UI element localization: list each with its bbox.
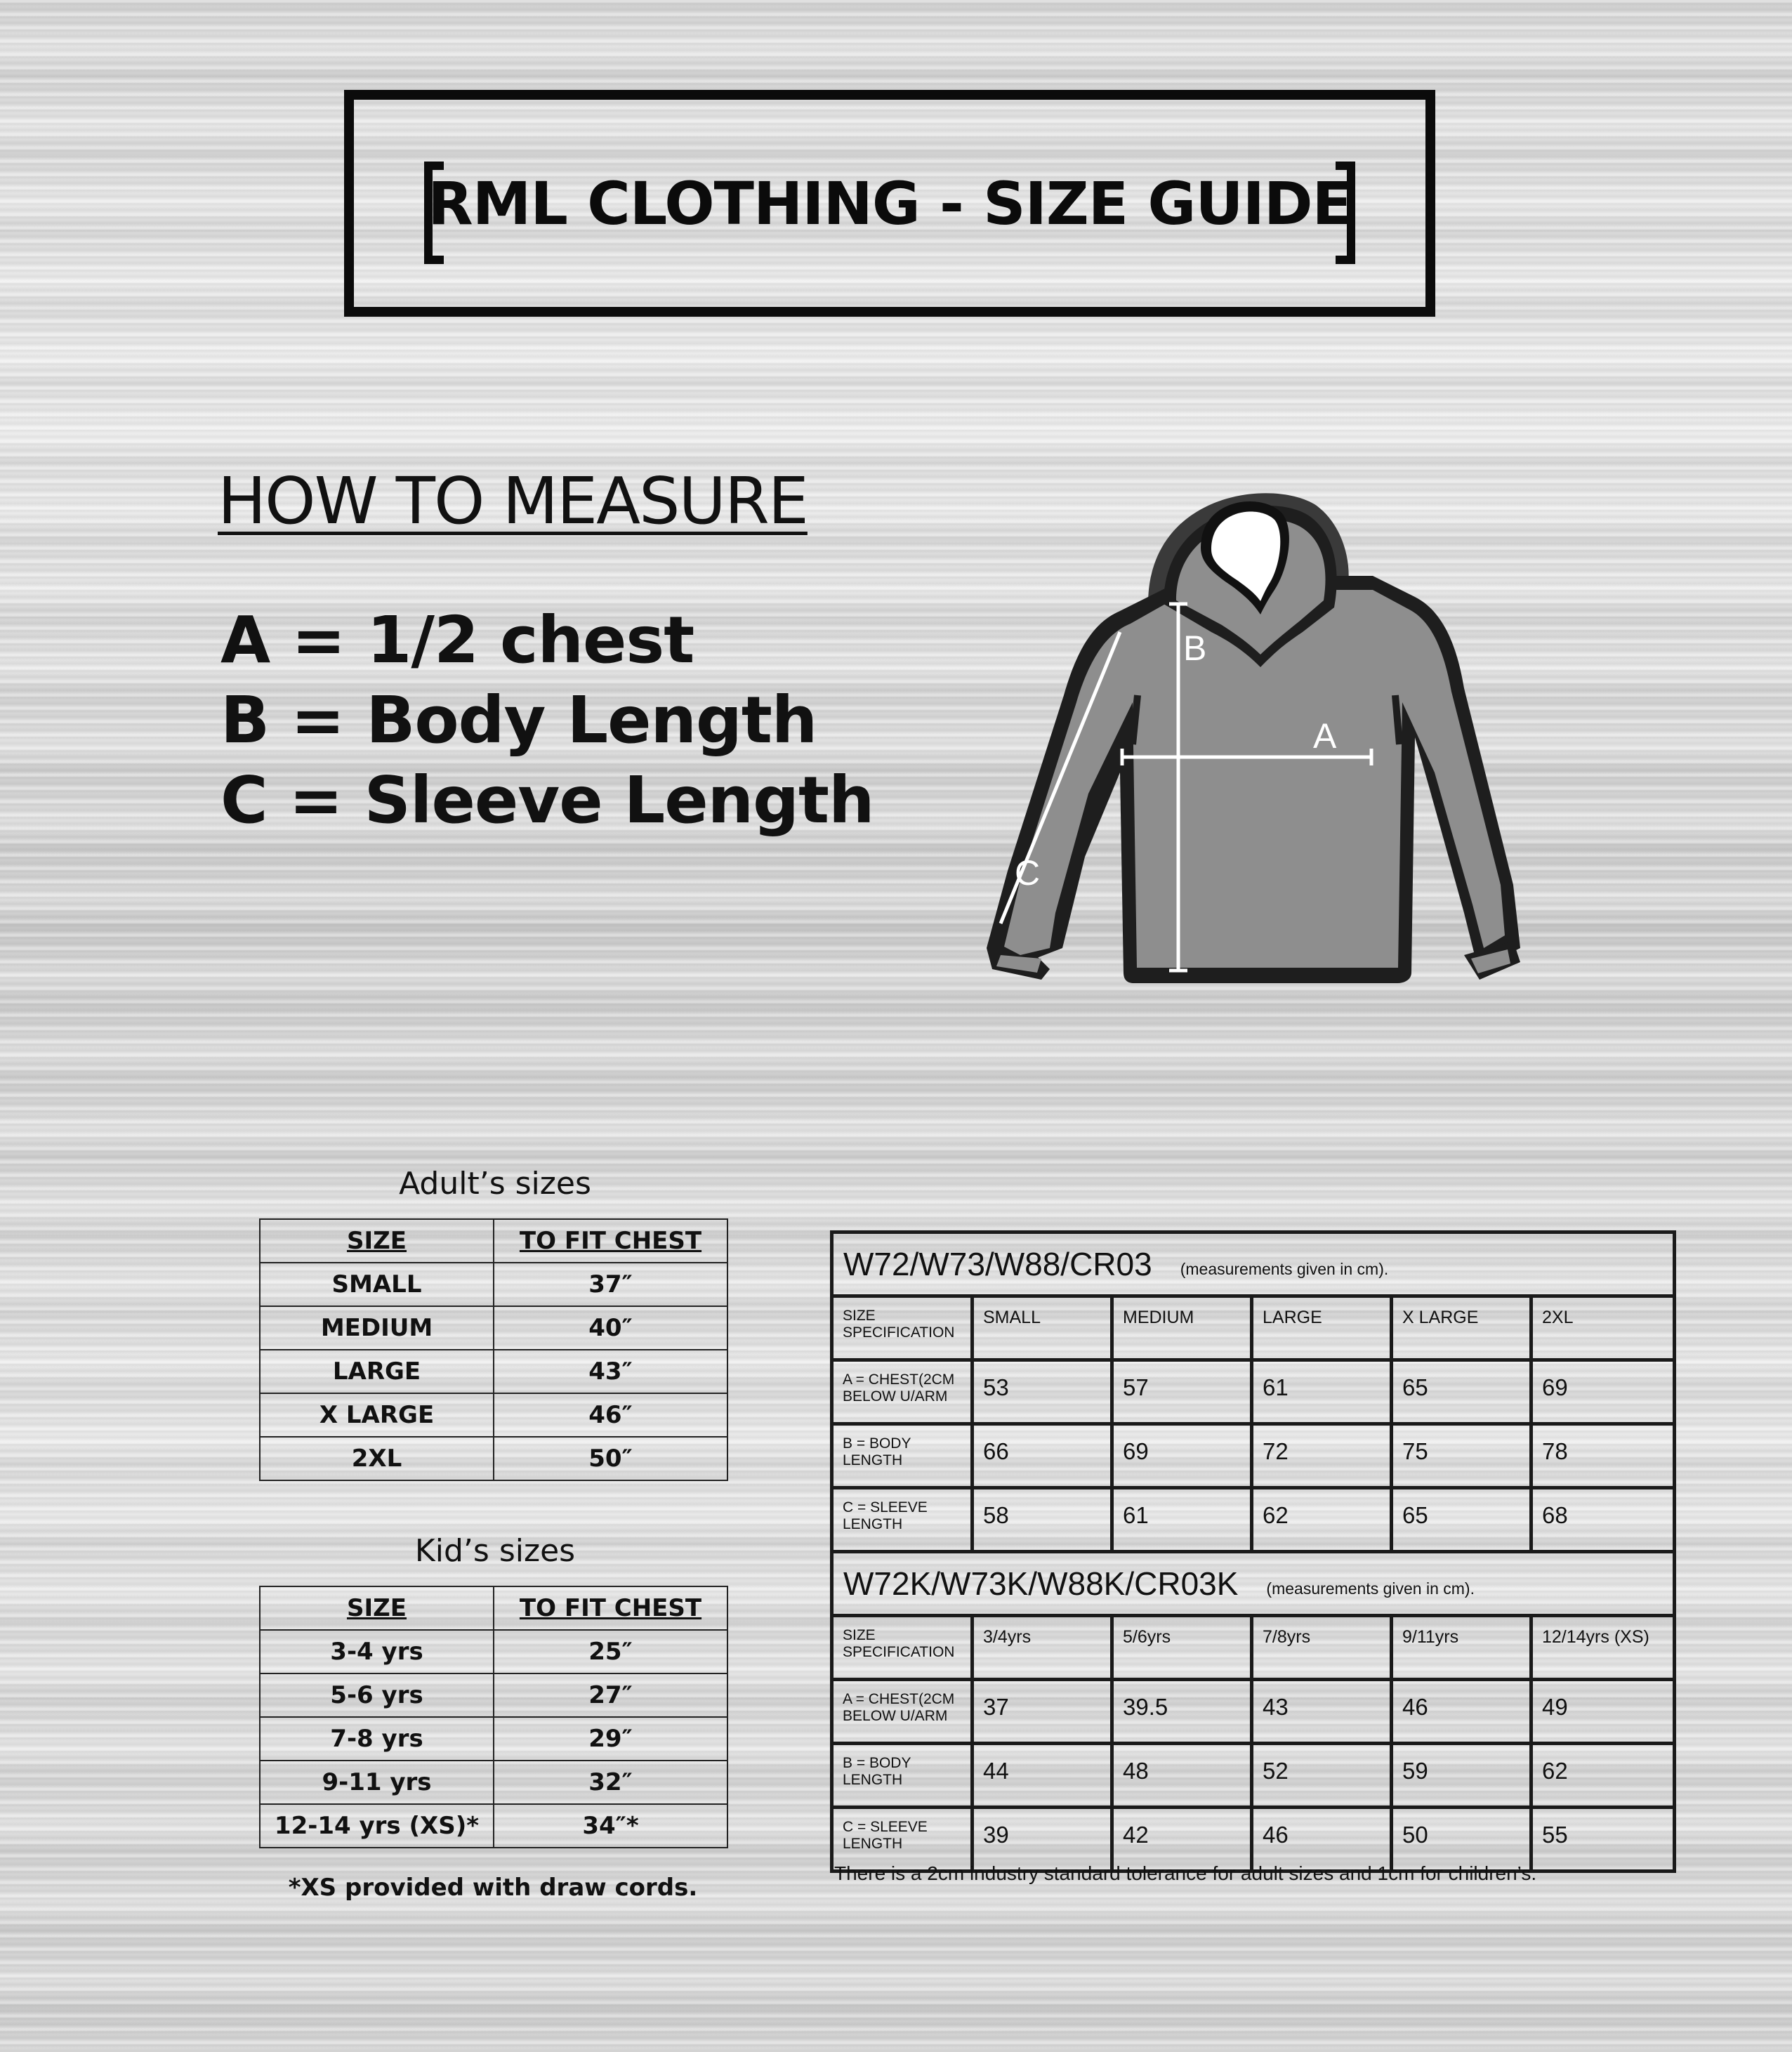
value-cell: 48 — [1114, 1745, 1253, 1806]
value-cell: 55 — [1542, 1822, 1568, 1848]
size-cell: 12-14 yrs (XS)* — [260, 1804, 494, 1848]
value-cell: 52 — [1253, 1745, 1393, 1806]
kids-sizes-title: Kid’s sizes — [414, 1533, 576, 1569]
size-cell: MEDIUM — [260, 1306, 494, 1350]
size-cell: 9-11 yrs — [260, 1761, 494, 1804]
size-header-cell: 12/14yrs (XS) — [1542, 1627, 1649, 1647]
value-cell: 72 — [1253, 1426, 1393, 1486]
tolerance-note: There is a 2cm industry standard tolerance for adult sizes and 1cm for children’s. — [834, 1862, 1537, 1884]
table-row — [260, 1673, 727, 1717]
table-row — [260, 1437, 727, 1480]
value-cell: 62 — [1253, 1489, 1393, 1550]
column-header: TO FIT CHEST — [494, 1586, 727, 1630]
table-row — [834, 1362, 1673, 1426]
value-cell: 61 — [1114, 1489, 1253, 1550]
chest-cell: 32″ — [494, 1761, 727, 1804]
column-header: SIZE — [260, 1586, 494, 1630]
measure-label-cell: C = SLEEVE LENGTH — [834, 1809, 974, 1869]
legend-chest: A = 1/2 chest — [220, 603, 694, 678]
value-cell: 43 — [1253, 1681, 1393, 1742]
hoodie-icon — [987, 493, 1520, 983]
page-title: RML CLOTHING - SIZE GUIDE — [428, 169, 1352, 238]
kids-sizes-table — [259, 1586, 728, 1848]
diagram-label-c: C — [1015, 853, 1041, 893]
table-header-row — [260, 1586, 727, 1630]
spec-label-cell: SIZE SPECIFICATION — [834, 1617, 974, 1678]
table-row — [260, 1804, 727, 1848]
table-row — [834, 1298, 1673, 1362]
measure-label-cell: A = CHEST(2CM BELOW U/ARM — [834, 1681, 974, 1742]
value-cell: 69 — [1114, 1426, 1253, 1486]
chest-cell: 37″ — [494, 1263, 727, 1306]
chest-cell: 27″ — [494, 1673, 727, 1717]
value-cell: 66 — [974, 1426, 1114, 1486]
value-cell: 65 — [1393, 1362, 1533, 1422]
size-header-cell: 9/11yrs — [1393, 1617, 1533, 1678]
chest-cell: 25″ — [494, 1630, 727, 1673]
size-cell: 2XL — [260, 1437, 494, 1480]
value-cell: 61 — [1253, 1362, 1393, 1422]
size-cell: LARGE — [260, 1350, 494, 1393]
right-bracket — [1336, 162, 1355, 264]
measure-label-cell: C = SLEEVE LENGTH — [834, 1489, 974, 1550]
size-header-cell: 2XL — [1542, 1308, 1574, 1327]
spec-kids-note: (measurements given in cm). — [1266, 1579, 1475, 1598]
chest-cell: 43″ — [494, 1350, 727, 1393]
table-row — [260, 1263, 727, 1306]
value-cell: 49 — [1542, 1694, 1568, 1720]
table-row — [260, 1393, 727, 1437]
table-row — [834, 1809, 1673, 1869]
hoodie-diagram — [980, 463, 1520, 983]
spec-adult-code: W72/W73/W88/CR03 — [843, 1246, 1152, 1282]
size-header-cell: 7/8yrs — [1253, 1617, 1393, 1678]
value-cell: 69 — [1542, 1374, 1568, 1400]
chest-cell: 50″ — [494, 1437, 727, 1480]
value-cell: 46 — [1393, 1681, 1533, 1742]
chest-cell: 29″ — [494, 1717, 727, 1761]
size-cell: X LARGE — [260, 1393, 494, 1437]
value-cell: 78 — [1542, 1438, 1568, 1464]
table-row — [834, 1489, 1673, 1553]
value-cell: 39.5 — [1114, 1681, 1253, 1742]
title-box — [344, 90, 1435, 317]
size-header-cell: 3/4yrs — [974, 1617, 1114, 1678]
chest-cell: 40″ — [494, 1306, 727, 1350]
table-header-row — [260, 1219, 727, 1263]
diagram-label-a: A — [1313, 716, 1337, 756]
table-row — [834, 1681, 1673, 1745]
legend-body-length: B = Body Length — [220, 683, 817, 758]
size-cell: 5-6 yrs — [260, 1673, 494, 1717]
value-cell: 65 — [1393, 1489, 1533, 1550]
chest-cell: 34″* — [494, 1804, 727, 1848]
legend-sleeve-length: C = Sleeve Length — [220, 763, 874, 838]
value-cell: 57 — [1114, 1362, 1253, 1422]
spec-label-cell: SIZE SPECIFICATION — [834, 1298, 974, 1358]
measure-label-cell: B = BODY LENGTH — [834, 1745, 974, 1806]
table-row — [834, 1617, 1673, 1681]
table-row — [260, 1717, 727, 1761]
table-row — [260, 1630, 727, 1673]
size-header-cell: MEDIUM — [1114, 1298, 1253, 1358]
spec-kids-code: W72K/W73K/W88K/CR03K — [843, 1565, 1239, 1602]
column-header: SIZE — [260, 1219, 494, 1263]
size-header-cell: X LARGE — [1393, 1298, 1533, 1358]
spec-table — [830, 1230, 1676, 1873]
adult-sizes-table — [259, 1218, 728, 1481]
chest-cell: 46″ — [494, 1393, 727, 1437]
size-header-cell: LARGE — [1253, 1298, 1393, 1358]
diagram-label-b: B — [1183, 629, 1207, 668]
value-cell: 75 — [1393, 1426, 1533, 1486]
value-cell: 50 — [1393, 1809, 1533, 1869]
measure-label-cell: A = CHEST(2CM BELOW U/ARM — [834, 1362, 974, 1422]
table-row — [834, 1426, 1673, 1489]
size-cell: 7-8 yrs — [260, 1717, 494, 1761]
value-cell: 59 — [1393, 1745, 1533, 1806]
size-cell: 3-4 yrs — [260, 1630, 494, 1673]
column-header: TO FIT CHEST — [494, 1219, 727, 1263]
size-header-cell: SMALL — [974, 1298, 1114, 1358]
value-cell: 53 — [974, 1362, 1114, 1422]
size-header-cell: 5/6yrs — [1114, 1617, 1253, 1678]
spec-adult-note: (measurements given in cm). — [1180, 1259, 1389, 1278]
value-cell: 46 — [1253, 1809, 1393, 1869]
size-cell: SMALL — [260, 1263, 494, 1306]
table-row — [260, 1306, 727, 1350]
table-row — [260, 1761, 727, 1804]
spec-adult-header — [834, 1234, 1673, 1298]
value-cell: 62 — [1542, 1758, 1568, 1784]
table-row — [260, 1350, 727, 1393]
spec-kids-header — [834, 1553, 1673, 1617]
value-cell: 68 — [1542, 1502, 1568, 1528]
adult-sizes-title: Adult’s sizes — [399, 1166, 591, 1202]
measure-label-cell: B = BODY LENGTH — [834, 1426, 974, 1486]
value-cell: 44 — [974, 1745, 1114, 1806]
xs-footnote: *XS provided with draw cords. — [288, 1874, 698, 1902]
value-cell: 39 — [974, 1809, 1114, 1869]
value-cell: 37 — [974, 1681, 1114, 1742]
value-cell: 58 — [974, 1489, 1114, 1550]
how-to-measure-heading: HOW TO MEASURE — [218, 463, 808, 539]
table-row — [834, 1745, 1673, 1809]
value-cell: 42 — [1114, 1809, 1253, 1869]
